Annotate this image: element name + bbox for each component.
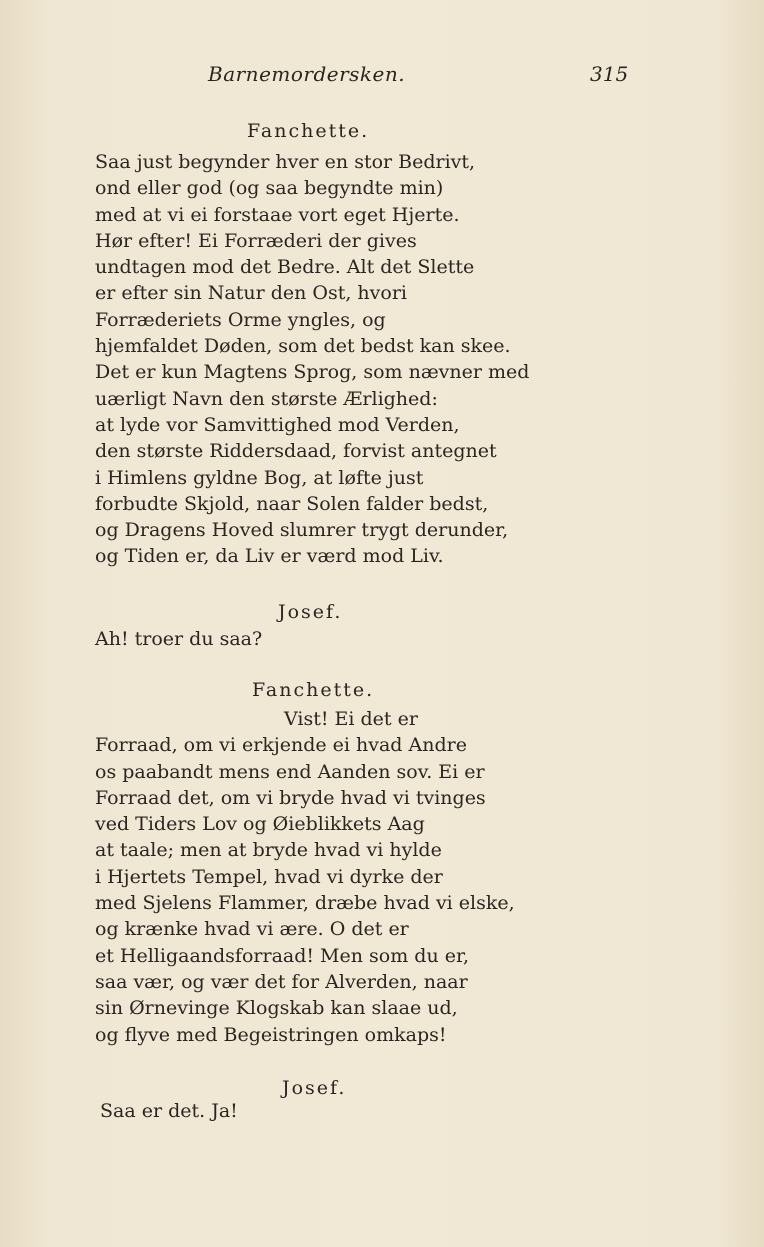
verse-line: og krænke hvad vi ære. O det er	[95, 918, 409, 941]
verse-line: forbudte Skjold, naar Solen falder bedst,	[95, 492, 489, 515]
verse-line: Forræderiets Orme yngles, og	[95, 308, 386, 331]
verse-line: Vist! Ei det er	[284, 708, 418, 730]
verse-line: undtagen mod det Bedre. Alt det Slette	[95, 256, 475, 279]
verse-line: med Sjelens Flammer, dræbe hvad vi elske,	[95, 892, 515, 915]
verse-line: Forraad, om vi erkjende ei hvad Andre	[95, 734, 467, 757]
verse-line: hjemfaldet Døden, som det bedst kan skee.	[95, 335, 511, 358]
verse-line: og Tiden er, da Liv er værd mod Liv.	[95, 545, 444, 568]
verse-line: og flyve med Begeistringen omkaps!	[95, 1023, 447, 1046]
running-title: Barnemordersken.	[208, 62, 406, 86]
verse-line: Saa just begynder hver en stor Bedrivt,	[95, 151, 476, 173]
verse-line: Hør efter! Ei Forræderi der gives	[95, 229, 417, 252]
verse-line: med at vi ei forstaae vort eget Hjerte.	[95, 203, 460, 226]
verse-line: Ah! troer du saa?	[95, 628, 263, 650]
speaker-name: Fanchette.	[252, 679, 375, 701]
verse-line: ved Tiders Lov og Øieblikkets Aag	[95, 813, 425, 836]
verse-line: ond eller god (og saa begyndte min)	[95, 177, 444, 200]
verse-line: uærligt Navn den største Ærlighed:	[95, 387, 438, 410]
verse-line: Det er kun Magtens Sprog, som nævner med	[95, 361, 530, 384]
speaker-name: Fanchette.	[247, 120, 370, 142]
verse-block	[95, 626, 262, 652]
verse-block	[100, 1098, 238, 1124]
verse-line: at lyde vor Samvittighed mod Verden,	[95, 413, 460, 436]
verse-line: os paabandt mens end Aanden sov. Ei er	[95, 760, 485, 783]
verse-line: i Himlens gyldne Bog, at løfte just	[95, 466, 424, 489]
verse-line: den største Riddersdaad, forvist antegnet	[95, 440, 497, 463]
verse-line: sin Ørnevinge Klogskab kan slaae ud,	[95, 997, 458, 1020]
speaker-name: Josef.	[282, 1077, 347, 1099]
verse-line: og Dragens Hoved slumrer trygt derunder,	[95, 519, 509, 542]
page-number: 315	[590, 62, 629, 86]
running-head	[0, 62, 764, 92]
verse-line: saa vær, og vær det for Alverden, naar	[95, 970, 468, 993]
verse-line: i Hjertets Tempel, hvad vi dyrke der	[95, 865, 443, 888]
verse-line: et Helligaandsforraad! Men som du er,	[95, 944, 469, 967]
verse-line: Saa er det. Ja!	[100, 1100, 238, 1122]
verse-block	[95, 706, 515, 1048]
verse-line: at taale; men at bryde hvad vi hylde	[95, 839, 442, 862]
verse-block	[95, 149, 529, 570]
verse-line: Forraad det, om vi bryde hvad vi tvinges	[95, 786, 486, 809]
speaker-name: Josef.	[278, 601, 343, 623]
verse-line: er efter sin Natur den Ost, hvori	[95, 282, 407, 305]
